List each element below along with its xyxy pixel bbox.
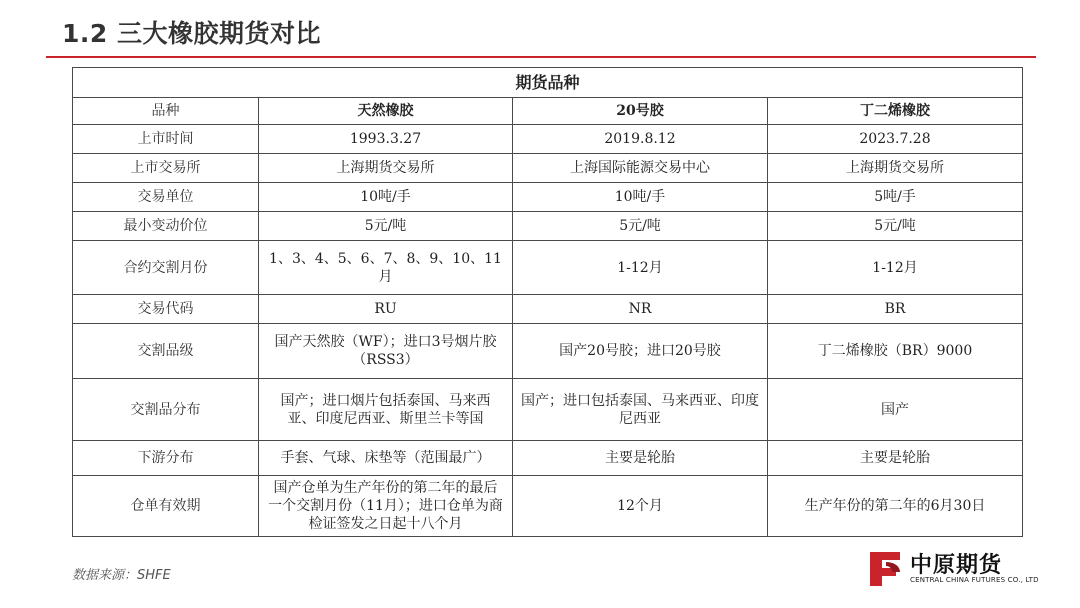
row-label: 交易代码 <box>73 295 259 324</box>
table-cell: 1、3、4、5、6、7、8、9、10、11月 <box>259 241 513 295</box>
table-cell: 国产；进口包括泰国、马来西亚、印度尼西亚 <box>513 379 768 441</box>
table-cell: 主要是轮胎 <box>513 441 768 476</box>
table-row <box>73 241 1023 295</box>
column-header-butadiene-rubber: 丁二烯橡胶 <box>768 98 1023 125</box>
table-cell: 1-12月 <box>513 241 768 295</box>
company-logo <box>866 548 1039 590</box>
futures-comparison-table <box>72 67 1023 537</box>
row-label: 合约交割月份 <box>73 241 259 295</box>
table-cell: 5元/吨 <box>259 212 513 241</box>
table-cell: 10吨/手 <box>259 183 513 212</box>
table-cell: NR <box>513 295 768 324</box>
row-label: 上市时间 <box>73 125 259 154</box>
table-row <box>73 295 1023 324</box>
table-cell: 生产年份的第二年的6月30日 <box>768 476 1023 537</box>
table-cell: 5元/吨 <box>768 212 1023 241</box>
table-row <box>73 154 1023 183</box>
table-cell: 手套、气球、床垫等（范围最广） <box>259 441 513 476</box>
table-cell: 12个月 <box>513 476 768 537</box>
table-cell: 国产；进口烟片包括泰国、马来西亚、印度尼西亚、斯里兰卡等国 <box>259 379 513 441</box>
table-cell: 主要是轮胎 <box>768 441 1023 476</box>
table-cell: 上海期货交易所 <box>768 154 1023 183</box>
table-cell: BR <box>768 295 1023 324</box>
row-label: 仓单有效期 <box>73 476 259 537</box>
table-row <box>73 476 1023 537</box>
table-cell: 上海国际能源交易中心 <box>513 154 768 183</box>
table-row <box>73 324 1023 379</box>
table-section-header-row <box>73 68 1023 98</box>
table-cell: 5元/吨 <box>513 212 768 241</box>
row-label: 下游分布 <box>73 441 259 476</box>
row-label: 交割品分布 <box>73 379 259 441</box>
title-divider <box>46 56 1036 58</box>
zhongyuan-logo-icon <box>866 548 906 588</box>
table-cell: 上海期货交易所 <box>259 154 513 183</box>
column-header-tsr20: 20号胶 <box>513 98 768 125</box>
row-label: 最小变动价位 <box>73 212 259 241</box>
table-cell: RU <box>259 295 513 324</box>
table-cell: 2023.7.28 <box>768 125 1023 154</box>
table-cell: 1-12月 <box>768 241 1023 295</box>
data-source-note: 数据来源：SHFE <box>72 568 171 583</box>
table-cell: 国产仓单为生产年份的第二年的最后一个交割月份（11月）；进口仓单为商检证签发之日起十八个月 <box>259 476 513 537</box>
page-title: 1.2 三大橡胶期货对比 <box>62 19 321 48</box>
table-cell: 2019.8.12 <box>513 125 768 154</box>
table-cell: 丁二烯橡胶（BR）9000 <box>768 324 1023 379</box>
table-cell: 5吨/手 <box>768 183 1023 212</box>
table-row <box>73 183 1023 212</box>
table-cell: 1993.3.27 <box>259 125 513 154</box>
logo-english-name: CENTRAL CHINA FUTURES CO., LTD <box>910 576 1039 584</box>
row-label: 交割品级 <box>73 324 259 379</box>
table-row <box>73 125 1023 154</box>
table-row <box>73 212 1023 241</box>
column-header-variety: 品种 <box>73 98 259 125</box>
table-cell: 国产20号胶；进口20号胶 <box>513 324 768 379</box>
logo-chinese-name: 中原期货 <box>910 553 1003 578</box>
row-label: 交易单位 <box>73 183 259 212</box>
table-cell: 国产天然胶（WF）；进口3号烟片胶（RSS3） <box>259 324 513 379</box>
table-row <box>73 379 1023 441</box>
section-header: 期货品种 <box>73 68 1023 98</box>
row-label: 上市交易所 <box>73 154 259 183</box>
table-cell: 国产 <box>768 379 1023 441</box>
table-column-header-row <box>73 98 1023 125</box>
table-cell: 10吨/手 <box>513 183 768 212</box>
column-header-natural-rubber: 天然橡胶 <box>259 98 513 125</box>
table-row <box>73 441 1023 476</box>
